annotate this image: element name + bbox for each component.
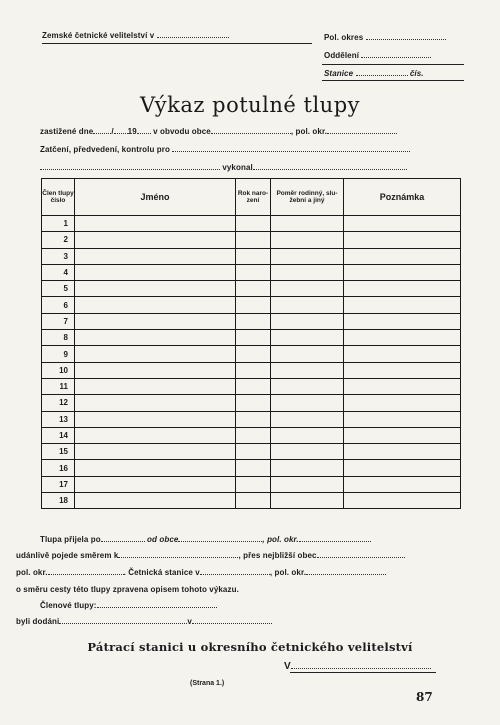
- cell-birth-year[interactable]: [236, 313, 271, 329]
- cell-note[interactable]: [344, 395, 461, 411]
- cell-name[interactable]: [75, 476, 236, 492]
- row-number: 8: [42, 330, 75, 346]
- table-row: [42, 444, 461, 460]
- page-indicator: (Strana 1.): [190, 680, 225, 687]
- header-rule-3: [322, 80, 464, 81]
- cell-relation[interactable]: [271, 378, 344, 394]
- cell-birth-year[interactable]: [236, 427, 271, 443]
- cell-birth-year[interactable]: [236, 264, 271, 280]
- row-number: 3: [42, 248, 75, 264]
- cell-note[interactable]: [344, 330, 461, 346]
- cell-name[interactable]: [75, 330, 236, 346]
- cell-note[interactable]: [344, 281, 461, 297]
- cell-relation[interactable]: [271, 427, 344, 443]
- cell-birth-year[interactable]: [236, 281, 271, 297]
- intro-line-1: zastižené dne / 19 v obvodu obce , pol. okr.: [40, 127, 397, 136]
- cell-name[interactable]: [75, 281, 236, 297]
- cell-relation[interactable]: [271, 297, 344, 313]
- table-row: [42, 395, 461, 411]
- cell-relation[interactable]: [271, 346, 344, 362]
- cell-note[interactable]: [344, 460, 461, 476]
- cell-name[interactable]: [75, 362, 236, 378]
- table-row: [42, 297, 461, 313]
- cell-birth-year[interactable]: [236, 216, 271, 232]
- table-row: [42, 362, 461, 378]
- page-title: Výkaz potulné tlupy: [139, 93, 361, 117]
- cell-relation[interactable]: [271, 362, 344, 378]
- table-row: [42, 427, 461, 443]
- lower-line-6: byli dodáni v: [16, 617, 272, 626]
- lower-line-4: o směru cesty této tlupy zpravena opisem tohoto výkazu.: [16, 585, 239, 594]
- cell-birth-year[interactable]: [236, 297, 271, 313]
- cell-note[interactable]: [344, 346, 461, 362]
- row-number: 11: [42, 378, 75, 394]
- cell-name[interactable]: [75, 378, 236, 394]
- table-row: [42, 248, 461, 264]
- lower-line-2: udánlivě pojede směrem k , přes nejbližší obec: [16, 551, 405, 560]
- row-number: 14: [42, 427, 75, 443]
- table-row: [42, 264, 461, 280]
- cell-note[interactable]: [344, 248, 461, 264]
- cell-birth-year[interactable]: [236, 493, 271, 509]
- intro-line-3: vykonal: [40, 163, 407, 172]
- row-number: 17: [42, 476, 75, 492]
- table-row: [42, 411, 461, 427]
- cell-birth-year[interactable]: [236, 248, 271, 264]
- row-number: 6: [42, 297, 75, 313]
- footer-title: Pátrací stanici u okresního četnického velitelství: [87, 640, 413, 654]
- cell-name[interactable]: [75, 248, 236, 264]
- table-row: [42, 476, 461, 492]
- cell-name[interactable]: [75, 313, 236, 329]
- cell-relation[interactable]: [271, 330, 344, 346]
- col-header-note: Poznámka: [344, 179, 461, 216]
- cell-name[interactable]: [75, 216, 236, 232]
- cell-relation[interactable]: [271, 493, 344, 509]
- page-number: 87: [416, 690, 433, 704]
- cell-relation[interactable]: [271, 216, 344, 232]
- cell-birth-year[interactable]: [236, 330, 271, 346]
- cell-name[interactable]: [75, 346, 236, 362]
- header-pol-okres: Pol. okres: [324, 33, 446, 42]
- table-row: [42, 493, 461, 509]
- row-number: 18: [42, 493, 75, 509]
- cell-relation[interactable]: [271, 313, 344, 329]
- footer-v: V: [284, 661, 431, 672]
- cell-note[interactable]: [344, 493, 461, 509]
- header-oddeleni: Oddělení: [324, 51, 431, 60]
- cell-birth-year[interactable]: [236, 476, 271, 492]
- cell-note[interactable]: [344, 444, 461, 460]
- cell-name[interactable]: [75, 460, 236, 476]
- cell-birth-year[interactable]: [236, 395, 271, 411]
- table-row: [42, 313, 461, 329]
- col-header-member: Člen tlupy číslo: [42, 179, 75, 216]
- cell-relation[interactable]: [271, 476, 344, 492]
- header-left-label: Zemské četnické velitelství v: [42, 31, 229, 40]
- intro-line-2: Zatčení, předvedení, kontrolu pro: [40, 145, 410, 154]
- cell-name[interactable]: [75, 297, 236, 313]
- footer-v-underline: [290, 672, 436, 673]
- row-number: 15: [42, 444, 75, 460]
- lower-line-3: pol. okr. . Četnická stanice v , pol. okr.: [16, 568, 386, 577]
- cell-note[interactable]: [344, 232, 461, 248]
- cell-name[interactable]: [75, 427, 236, 443]
- cell-relation[interactable]: [271, 444, 344, 460]
- table-row: [42, 232, 461, 248]
- cell-relation[interactable]: [271, 248, 344, 264]
- row-number: 5: [42, 281, 75, 297]
- header-stanice: Stanice čís.: [324, 69, 424, 78]
- cell-relation[interactable]: [271, 460, 344, 476]
- cell-birth-year[interactable]: [236, 346, 271, 362]
- cell-note[interactable]: [344, 362, 461, 378]
- col-header-name: Jméno: [75, 179, 236, 216]
- col-header-relation: Poměr rodinný, slu- žební a jiný: [271, 179, 344, 216]
- cell-note[interactable]: [344, 378, 461, 394]
- lower-line-5: Členové tlupy:: [40, 601, 217, 610]
- cell-note[interactable]: [344, 216, 461, 232]
- table-header-row: [42, 179, 461, 216]
- row-number: 4: [42, 264, 75, 280]
- cell-relation[interactable]: [271, 281, 344, 297]
- row-number: 10: [42, 362, 75, 378]
- row-number: 7: [42, 313, 75, 329]
- cell-relation[interactable]: [271, 264, 344, 280]
- cell-name[interactable]: [75, 493, 236, 509]
- cell-birth-year[interactable]: [236, 460, 271, 476]
- cell-name[interactable]: [75, 232, 236, 248]
- cell-note[interactable]: [344, 427, 461, 443]
- cell-name[interactable]: [75, 264, 236, 280]
- cell-note[interactable]: [344, 411, 461, 427]
- row-number: 12: [42, 395, 75, 411]
- row-number: 9: [42, 346, 75, 362]
- header-rule-2: [322, 64, 464, 65]
- lower-line-1: Tlupa přijela po od obce , pol. okr.: [40, 535, 371, 544]
- row-number: 2: [42, 232, 75, 248]
- table-row: [42, 460, 461, 476]
- cell-relation[interactable]: [271, 395, 344, 411]
- table-row: [42, 281, 461, 297]
- row-number: 13: [42, 411, 75, 427]
- cell-birth-year[interactable]: [236, 232, 271, 248]
- cell-note[interactable]: [344, 264, 461, 280]
- cell-name[interactable]: [75, 411, 236, 427]
- cell-birth-year[interactable]: [236, 362, 271, 378]
- row-number: 1: [42, 216, 75, 232]
- table-row: [42, 330, 461, 346]
- table-row: [42, 216, 461, 232]
- cell-note[interactable]: [344, 313, 461, 329]
- col-header-birth-year: Rok naro- zení: [236, 179, 271, 216]
- cell-relation[interactable]: [271, 232, 344, 248]
- cell-note[interactable]: [344, 476, 461, 492]
- cell-birth-year[interactable]: [236, 411, 271, 427]
- header-left-underline: [42, 43, 312, 44]
- cell-name[interactable]: [75, 395, 236, 411]
- row-number: 16: [42, 460, 75, 476]
- cell-note[interactable]: [344, 297, 461, 313]
- cell-birth-year[interactable]: [236, 378, 271, 394]
- members-table: [41, 178, 461, 509]
- table-row: [42, 378, 461, 394]
- table-row: [42, 346, 461, 362]
- cell-relation[interactable]: [271, 411, 344, 427]
- cell-birth-year[interactable]: [236, 444, 271, 460]
- cell-name[interactable]: [75, 444, 236, 460]
